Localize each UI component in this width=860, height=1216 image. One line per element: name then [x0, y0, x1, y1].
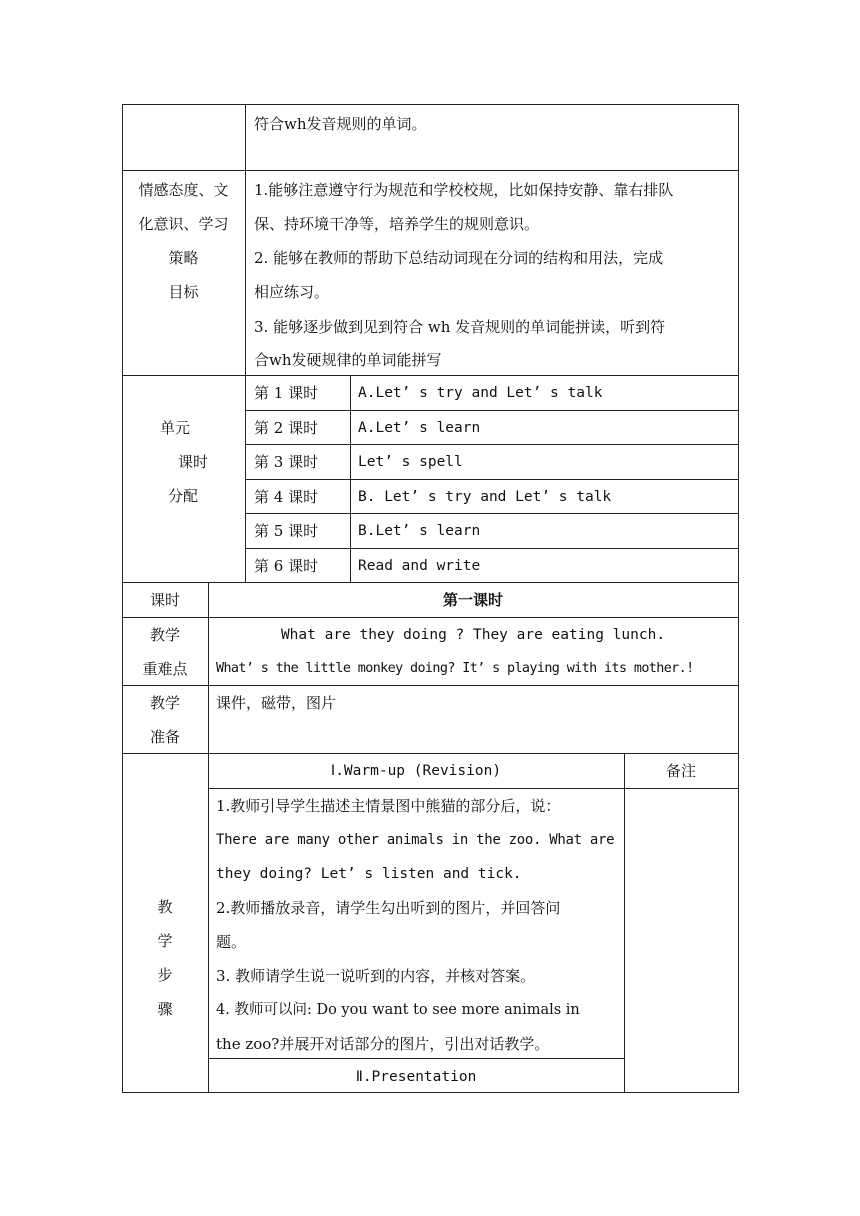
- period-value: 第一课时: [442, 591, 503, 609]
- steps-label-char: 步: [157, 966, 173, 984]
- affective-label-line: 目标: [168, 283, 199, 301]
- keypoints-label-line: 重难点: [142, 660, 188, 678]
- table-border: [122, 375, 739, 376]
- table-border: [208, 582, 209, 1092]
- table-border: [245, 104, 246, 582]
- affective-content-line: 合wh发硬规律的单词能拼写: [254, 351, 442, 369]
- warmup-line: they doing? Let’ s listen and tick.: [216, 866, 522, 882]
- lesson-content-cell: A.Let’ s try and Let’ s talk: [358, 385, 603, 401]
- affective-content-line: 3. 能够逐步做到见到符合 wh 发音规则的单词能拼读，听到符: [254, 318, 666, 336]
- steps-label-char: 教: [157, 898, 173, 916]
- table-border: [208, 788, 739, 789]
- keypoints-line: What’ s the little monkey doing? It’ s playing with its mother.!: [216, 661, 694, 676]
- lesson-content-cell: B.Let’ s learn: [358, 523, 481, 539]
- warmup-line: the zoo?并展开对话部分的图片，引出对话教学。: [216, 1035, 550, 1053]
- table-border: [245, 444, 739, 445]
- warmup-line: 3. 教师请学生说一说听到的内容，并核对答案。: [216, 967, 536, 985]
- period-label: 课时: [149, 591, 180, 609]
- warmup-line: 2.教师播放录音，请学生勾出听到的图片，并回答问: [216, 899, 561, 917]
- lesson-period-cell: 第 1 课时: [254, 384, 319, 402]
- lesson-period-cell: 第 3 课时: [254, 453, 319, 471]
- table-border: [245, 513, 739, 514]
- prep-text: 课件，磁带，图片: [216, 694, 337, 712]
- table-border: [208, 1058, 624, 1059]
- units-label-line: 课时: [177, 453, 208, 471]
- table-border: [122, 170, 739, 171]
- affective-label-line: 化意识、学习: [138, 215, 229, 233]
- lesson-content-cell: Let’ s spell: [358, 454, 463, 470]
- objective-continuation-text: 符合wh发音规则的单词。: [254, 115, 427, 133]
- table-border: [624, 753, 625, 1092]
- keypoints-line: What are they doing ? They are eating lunch.: [280, 627, 666, 643]
- table-border: [738, 104, 739, 1093]
- affective-label-line: 情感态度、文: [138, 181, 229, 199]
- lesson-period-cell: 第 2 课时: [254, 419, 319, 437]
- table-border: [245, 410, 739, 411]
- affective-content-line: 1.能够注意遵守行为规范和学校校规，比如保持安静、靠右排队: [254, 181, 674, 199]
- warmup-line: There are many other animals in the zoo. What are: [216, 832, 615, 848]
- table-border: [122, 617, 739, 618]
- lesson-period-cell: 第 5 课时: [254, 522, 319, 540]
- table-border: [122, 685, 739, 686]
- table-border: [122, 104, 739, 105]
- presentation-header: Ⅱ.Presentation: [355, 1069, 477, 1085]
- lesson-content-cell: B. Let’ s try and Let’ s talk: [358, 489, 612, 505]
- affective-label-line: 策略: [168, 249, 199, 267]
- table-border: [245, 479, 739, 480]
- warmup-line: 题。: [216, 933, 247, 951]
- table-border: [122, 753, 739, 754]
- prep-label-line: 教学: [149, 694, 180, 712]
- units-label-line: 单元: [159, 419, 190, 437]
- lesson-period-cell: 第 4 课时: [254, 488, 319, 506]
- warmup-line: 4. 教师可以问: Do you want to see more animals in: [216, 1002, 580, 1018]
- affective-content-line: 保、持环境干净等，培养学生的规则意识。: [254, 215, 540, 233]
- prep-label-line: 准备: [149, 728, 180, 746]
- warmup-line: 1.教师引导学生描述主情景图中熊猫的部分后，说：: [216, 797, 561, 815]
- affective-content-line: 2. 能够在教师的帮助下总结动词现在分词的结构和用法，完成: [254, 249, 664, 267]
- table-border: [245, 548, 739, 549]
- lesson-content-cell: Read and write: [358, 558, 481, 574]
- notes-header: 备注: [665, 762, 696, 780]
- steps-label-char: 骤: [157, 1000, 173, 1018]
- table-border: [122, 1092, 739, 1093]
- lesson-period-cell: 第 6 课时: [254, 557, 319, 575]
- warmup-header: Ⅰ.Warm-up (Revision): [330, 763, 502, 779]
- table-border: [350, 375, 351, 582]
- affective-content-line: 相应练习。: [254, 283, 330, 301]
- steps-label-char: 学: [157, 932, 173, 950]
- table-border: [122, 582, 739, 583]
- lesson-content-cell: A.Let’ s learn: [358, 420, 481, 436]
- units-label-line: 分配: [167, 487, 198, 505]
- keypoints-label-line: 教学: [149, 626, 180, 644]
